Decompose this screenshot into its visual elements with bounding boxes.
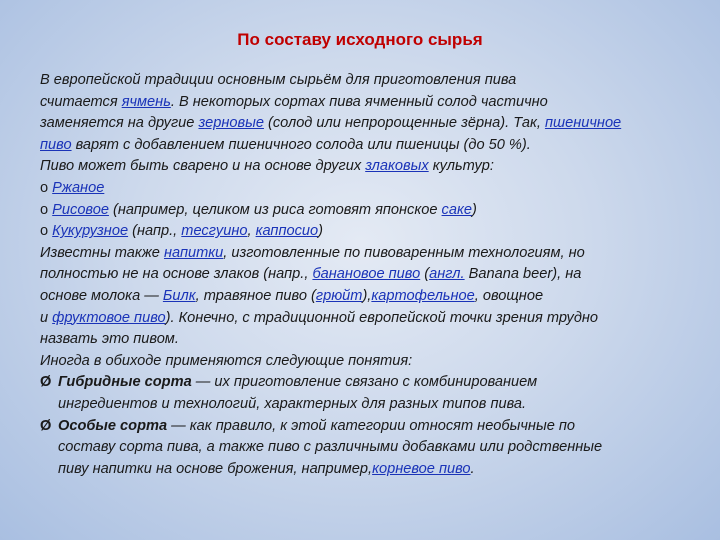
link-wheat-beer-2[interactable]: пиво [40, 136, 72, 153]
text-line: полностью не на основе злаков (напр., банановое пиво (англ. Banana beer), на [40, 266, 582, 283]
link-bilk[interactable]: Билк [162, 287, 196, 304]
link-banana-beer[interactable]: банановое пиво [312, 266, 421, 283]
arrow-item: Ø Особые сорта — как правило, к этой категории относят необычные по [40, 416, 700, 438]
text-line: пиво варят с добавлением пшеничного солода или пшеницы (до 50 %). [40, 136, 531, 153]
link-gruit[interactable]: грюйт [315, 287, 363, 304]
slide-title: По составу исходного сырья [237, 30, 483, 49]
link-english[interactable]: англ. [429, 266, 465, 283]
text-line: составу сорта пива, а также пиво с различными добавками или родственные [58, 439, 603, 456]
text-line: и фруктовое пиво). Конечно, с традиционной европейской точки зрения трудно [40, 309, 599, 326]
text-line: считается ячмень. В некоторых сортах пива ячменный солод частично [40, 93, 548, 110]
text-line: Известны также напитки, изготовленные по пивоваренным технологиям, но [40, 244, 585, 261]
link-drinks[interactable]: напитки [163, 244, 224, 261]
link-potato[interactable]: картофельное [371, 287, 475, 304]
link-corn[interactable]: Кукурузное [52, 223, 129, 240]
text-line: пиву напитки на основе брожения, например,корневое пиво. [58, 460, 475, 477]
list-item: o Кукурузное (напр., тесгуино, каппосио) [40, 223, 324, 240]
text-line: ингредиентов и технологий, характерных для разных типов пива. [58, 395, 527, 412]
text-line: основе молока — Билк, травяное пиво (грюйт),картофельное, овощное [40, 287, 544, 304]
text-line: назвать это пивом. [40, 331, 179, 348]
list-item: o Ржаное [40, 179, 105, 196]
link-sake[interactable]: саке [441, 201, 472, 218]
arrow-bullet-icon: Ø [40, 417, 52, 434]
link-cereal[interactable]: зерновые [198, 115, 264, 132]
text-line: заменяется на другие зерновые (солод или непророщенные зёрна). Так, пшеничное [40, 115, 622, 132]
list-item: o Рисовое (например, целиком из риса готовят японское саке) [40, 201, 477, 218]
link-tesguino[interactable]: тесгуино [181, 223, 248, 240]
link-root-beer[interactable]: корневое пиво [372, 460, 471, 477]
text-line: Пиво может быть сварено и на основе других злаковых культур: [40, 158, 494, 175]
link-fruit-beer[interactable]: фруктовое пиво [52, 309, 166, 326]
link-rye[interactable]: Ржаное [52, 179, 105, 196]
slide-body [40, 70, 700, 480]
arrow-item: Ø Гибридные сорта — их приготовление связано с комбинированием [40, 372, 700, 394]
link-rice[interactable]: Рисовое [52, 201, 109, 218]
text-line: Иногда в обиходе применяются следующие понятия: [40, 352, 413, 369]
arrow-bullet-icon: Ø [40, 374, 52, 391]
link-wheat-beer[interactable]: пшеничное [544, 115, 622, 132]
link-capposio[interactable]: каппосио [255, 223, 319, 240]
text-line: В европейской традиции основным сырьём для приготовления пива [40, 72, 517, 88]
link-grains[interactable]: злаковых [365, 158, 429, 175]
link-barley[interactable]: ячмень [121, 93, 171, 110]
